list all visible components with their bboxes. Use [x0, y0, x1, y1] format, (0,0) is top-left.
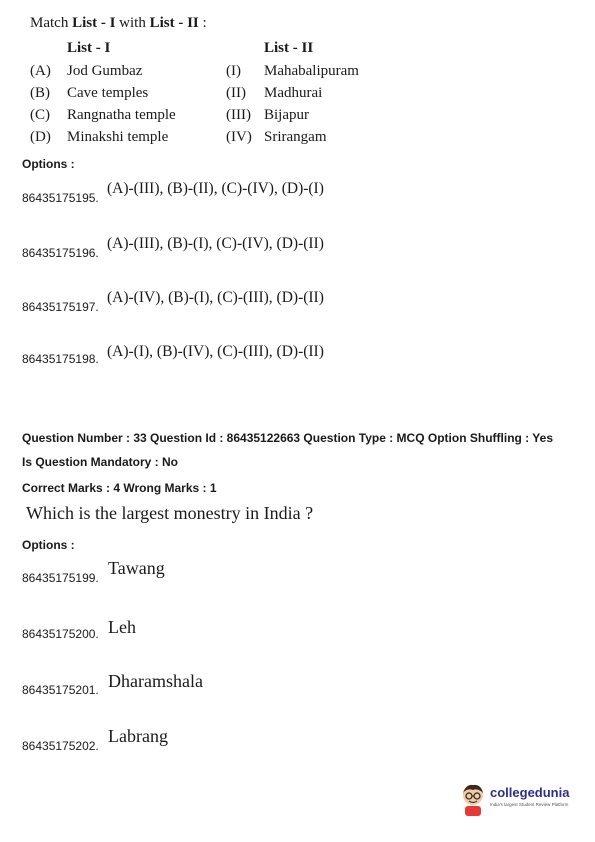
list2-header: List - II: [264, 40, 314, 56]
option-id: 86435175195.: [22, 191, 99, 205]
list1-header: List - I: [67, 40, 111, 56]
list1-key: (B): [30, 85, 50, 101]
option-text[interactable]: (A)-(III), (B)-(I), (C)-(IV), (D)-(II): [107, 235, 324, 252]
logo-name: collegedunia: [490, 785, 570, 800]
option-id: 86435175202.: [22, 739, 99, 753]
list2-key: (IV): [226, 129, 252, 145]
list1-value: Cave temples: [67, 85, 149, 101]
list2-value: Srirangam: [264, 129, 327, 145]
option-id: 86435175200.: [22, 627, 99, 641]
option-text[interactable]: Leh: [108, 617, 136, 637]
list2-value: Mahabalipuram: [264, 63, 359, 79]
intro-list2: List - II: [149, 15, 199, 31]
logo-tagline: India's largest Student Review Platform: [490, 802, 569, 807]
list1-value: Minakshi temple: [67, 129, 169, 145]
list2-value: Madhurai: [264, 85, 323, 101]
list2-value: Bijapur: [264, 107, 309, 123]
option-id: 86435175196.: [22, 246, 99, 260]
list1-key: (A): [30, 63, 51, 79]
option-text[interactable]: Tawang: [108, 558, 165, 578]
option-id: 86435175197.: [22, 300, 99, 314]
list1-key: (D): [30, 129, 51, 145]
option-id: 86435175198.: [22, 352, 99, 366]
option-text[interactable]: (A)-(III), (B)-(II), (C)-(IV), (D)-(I): [107, 180, 324, 197]
question-text: Which is the largest monestry in India ?: [26, 503, 314, 523]
intro-list1: List - I: [72, 15, 116, 31]
brand-logo: [458, 782, 576, 816]
options-label: Options :: [22, 157, 75, 171]
intro-text: with: [115, 15, 150, 31]
list1-value: Jod Gumbaz: [67, 63, 143, 79]
option-text[interactable]: Labrang: [108, 726, 168, 746]
question-meta: Question Number : 33 Question Id : 86435122663 Question Type : MCQ Option Shuffling : Yes: [22, 431, 553, 445]
intro-text: Match: [30, 15, 73, 31]
options-label: Options :: [22, 538, 75, 552]
option-id: 86435175199.: [22, 571, 99, 585]
question-marks: Correct Marks : 4 Wrong Marks : 1: [22, 481, 217, 495]
list2-key: (III): [226, 107, 251, 123]
mascot-icon: [458, 782, 488, 816]
option-text[interactable]: Dharamshala: [108, 671, 203, 691]
question-intro: [30, 15, 207, 32]
list1-value: Rangnatha temple: [67, 107, 176, 123]
list2-key: (I): [226, 63, 241, 79]
list1-key: (C): [30, 107, 50, 123]
option-text[interactable]: (A)-(I), (B)-(IV), (C)-(III), (D)-(II): [107, 343, 324, 360]
list2-key: (II): [226, 85, 246, 101]
option-id: 86435175201.: [22, 683, 99, 697]
question-mandatory: Is Question Mandatory : No: [22, 455, 179, 469]
option-text[interactable]: (A)-(IV), (B)-(I), (C)-(III), (D)-(II): [107, 289, 324, 306]
intro-text: :: [198, 15, 207, 31]
